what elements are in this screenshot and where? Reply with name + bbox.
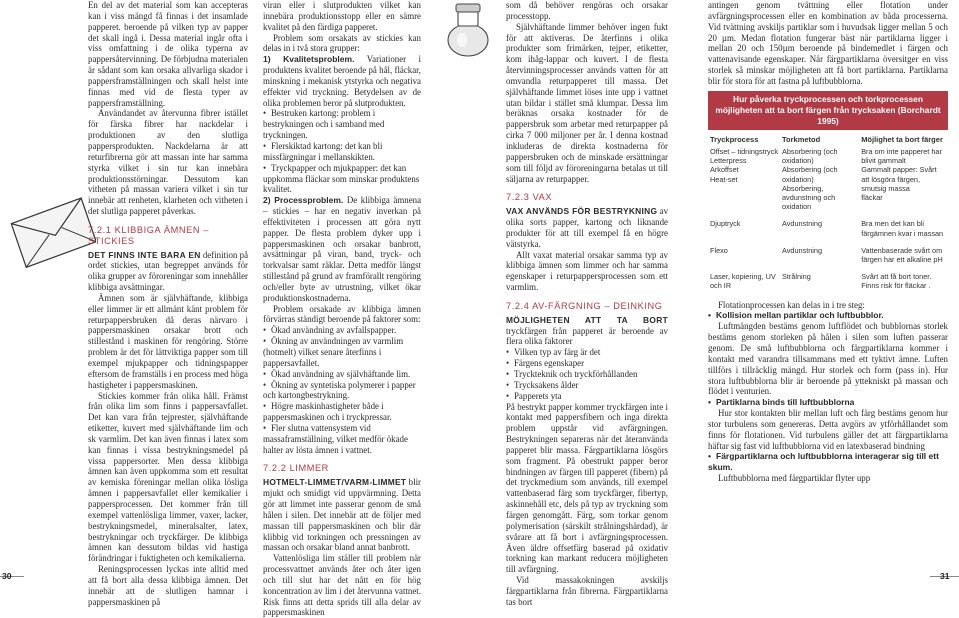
- lead-in: MÖJLIGHETEN ATT TA BORT: [506, 314, 668, 325]
- list-item: • Papperets yta: [506, 391, 668, 402]
- text-column-1: [88, 0, 248, 607]
- paragraph: Problem som orsakats av stickies kan delas in i två stora grupper:: [263, 32, 421, 54]
- list-item: • Ökning av syntetiska polymerer i papper och kartongbestrykning.: [263, 380, 421, 402]
- bullet-list: [506, 347, 668, 401]
- paragraph: av olika sorts papper, kartong och liknande produkter för att till exempel få en högre vätstyrka.: [506, 206, 669, 249]
- paragraph: Problem orsakade av klibbiga ämnen förvärras ständigt beroende på faktorer som:: [263, 303, 421, 325]
- envelope-illustration: [8, 186, 96, 274]
- paragraph: antingen genom tvättning eller flotation under avfärgningsprocessen eller en kombination av båda processerna. Vid tvättning avskiljs partiklar som i huvudsak ligger mellan 5 och 20 µm. Medan flotation fungerar bäst när partiklarna ligger i mellan 20 och 150µm beroende på bindemedlet i färgen och vattenavisande egenskaper. När färgpartiklarna översitger en viss storlek så minskar möjligheten att få bort partiklarna. Partiklarna blir för stora för att fastna på luftbubblorna.: [708, 0, 948, 86]
- list-item: • Kollision mellan partiklar och luftbubblor.: [708, 310, 948, 321]
- text-column-2: [263, 0, 421, 618]
- bullet-list: [263, 325, 421, 455]
- text-column-3: [506, 0, 668, 608]
- table-cell: Bra men det kan bli färgämnen kvar i massan: [861, 219, 944, 238]
- page-number-right: 31: [940, 571, 950, 581]
- section-heading: 7.2.2 LIMMER: [263, 463, 329, 474]
- paragraph: Vattenlösliga lim ställer till problem när processvattnet används åter och åter igen och till slut har det nått en för hög koncentration av lim i det återvunna vattnet. Risk finns att detta sprids till alla delar av pappersmaskinen: [263, 553, 421, 618]
- table-header: Torkmetod: [782, 134, 821, 144]
- list-item: • Bestruken kartong: problem i bestrykningen och i samband med tryckningen.: [263, 108, 421, 141]
- ink-bottle-illustration: [438, 0, 498, 60]
- bullet-list: [708, 310, 948, 321]
- paragraph: Luftmängden bestäms genom luftflödet och bubblornas storlek bestäms genom storleken på hålen i silen som luften passerar genom. De små luftbubblorna och färgpartiklarna kommer i kontakt med varandra tillsammans med ett tyktivt ämne. Luften tillförs i tillräcklig mängd. Hur storlek och form (pass in). Hur stora luftbubblorna blir är beroende på yttekniskt på massan och flödet i venturien.: [708, 321, 948, 397]
- paragraph: En del av det material som kan accepteras kan i viss mängd få finnas i det insamlade papperet. beroende på vilken typ av papper det skall ingå i. Dessa material ingår ofta i viss omfattning i de olika typerna av pappersåtervinning. De förbjudna materialen är sådant som kan orsaka allvarliga skador i pappersframställningen och skall helst inte finnas med vid de flesta typer av pappersframställning.: [88, 0, 248, 108]
- bullet-list: [263, 108, 421, 195]
- table-cell: Laser, kopiering, UV och IR: [710, 272, 776, 291]
- table-cell: Absorbering (och oxidation) Absorbering (och oxidation) Absorbering, avdunstning och oxidation: [782, 146, 838, 212]
- paragraph: Luftbubblorna med färgpartiklar flyter upp: [718, 473, 871, 484]
- group-title: 2) Processproblem.: [263, 195, 344, 206]
- print-process-table: [708, 133, 948, 298]
- list-item: • Tryckpapper och mjukpapper: det kan uppkomma fläckar som minskar produktens kvalitet.: [263, 163, 421, 196]
- list-item: • Ökad användning av självhäftande lim.: [263, 369, 421, 380]
- list-item: • Trycksakens ålder: [506, 380, 668, 391]
- bullet-list: [708, 451, 948, 473]
- table-title: Hur påverka tryckprocessen och torkprocessen möjligheten att ta bort färgen från trycksaken (Borchardt 1995): [708, 91, 948, 130]
- table-row: [708, 271, 948, 297]
- table-row: [708, 218, 948, 244]
- list-item: • Högre maskinhastigheter både i pappersmaskinen och i tryckpressar.: [263, 401, 421, 423]
- text-column-4: [708, 0, 948, 484]
- paragraph: som då behöver rengöras och orsakar processtopp.: [506, 0, 668, 21]
- table-cell: Strålning: [782, 272, 811, 282]
- table-cell: Bra om inte papperet har blivit gammalt Gammalt papper: Svårt att lösgöra färgen, smutsig massa fläckar: [861, 146, 942, 202]
- paragraph: Stickies kommer från olika håll. Främst från olika lim som finns i pappersavfallet. Det kan vara från tejprester, självhäftande etiketter, kuvert med självhäftande lim och sk varmlim. Det kan även finnas i latex som kan finnas i vissa bestrykningsmedel på vissa pappersorter. Men dessa klibbiga ämnen kan även uppkomma som ett resultat av kemiska föreningar mellan olika lösliga ämnen i pappersavfallet eller kemikalier i pappersprocessen. Det kommer från till exempel vattenlösliga limmer, vaxer, lacker, bestrykningsmedel, mineralsalter, latex, bestrykningar och tryckfärger. De klibbiga ämnen kan dessutom bildas vid hastiga förändringar i fuktigheten och kemikalierna.: [88, 390, 248, 564]
- table-cell: Vattenbaserade svårt om färgen har ett alkaline pH: [861, 245, 943, 264]
- lead-in: DET FINNS INTE BARA EN: [88, 249, 201, 260]
- paragraph: tryckfärgen från papperet är beroende av flera olika faktorer: [506, 325, 668, 347]
- section-heading: 7.2.3 VAX: [506, 192, 553, 203]
- list-item: • Ökad användning av avfallspapper.: [263, 325, 421, 336]
- section-heading: 7.2.4 AV-FÄRGNING – DEINKING: [506, 300, 663, 311]
- table-row: [708, 245, 948, 271]
- table-cell: Avdunstning: [782, 219, 823, 229]
- paragraph: Variationer i produktens kvalitet beroende på hål, fläckar, minskning i mekanisk ytstyrka och negativa effekter vid tryckning. Betydelsen av de olika problemen beror på slutprodukten.: [263, 54, 422, 108]
- paragraph: På bestrykt papper kommer tryckfärgen inte i kontakt med pappersfibern och inga direkta problem uppstår vid avfärgningen. Bestrykningen separeras när det återanvända papperet blir massa. Färgpartiklarna lösgörs som fragment. På obestrukt papper beror bindningen av färgen till papperet (fibern) på det tryckmedium som används, till exempel vattenbaserad färg som tryckfärger, fibertyp, askinnehåll etc, dels på typ av tryckning som färgen genomgått. Färg, som torkar genom polymerisation (särskilt strålningshärdad), är svårare att få bort i avfärgningsprocessen. Även äldre offsetfärg baserad på oxidativ torkning kan markant reducera möjligheten till avfärgning.: [506, 401, 668, 575]
- paragraph: Flotationprocessen kan delas in i tre steg:: [718, 299, 865, 310]
- list-item: • Partiklarna binds till luftbubblorna: [708, 397, 948, 408]
- paragraph: De klibbiga ämnena – stickies – har en negativ inverkan på effektiviteten i processen att göra nytt papper. De flesta problem dyker upp i pappersmaskinen och orsakar banbrott, avsättningar på viran, band, tryck- och torkvalsar samt räklar. Detta medför längst stillestånd på grund av framförallt rengöring och/eller byte av utrustning, vilket ökar produktionskostnaderna.: [263, 195, 422, 303]
- list-item: • Fler slutna vattensystem vid massaframställning, vilket medför ökade halter av lösta ämnen i vattnet.: [263, 423, 421, 456]
- list-item: • Tryckteknik och tryckförhållanden: [506, 369, 668, 380]
- paragraph: Ämnen som är självhäftande, klibbiga eller limmer är ett allmänt känt problem för returpappersbruken då deras närvaro i pappersmaskinen orsakar brott och stillestånd i maskinen för rengöring. Större problem är det för lättviktiga papper som till exempel mjukpapper och tidningspapper eftersom de framställs i en process med höga hastigheter i pappersmaskinen.: [88, 292, 248, 390]
- list-item: • Färgens egenskaper: [506, 358, 668, 369]
- table-header: Tryckprocess: [710, 134, 759, 144]
- paragraph: blir mjukt och smidigt vid uppvärmning. Detta gör att limmet inte passerar genom de små hålen i silen. Det innebär att de följer med massan till pappersmaskinen och blir där klibbig vid torkningen och pressningen av massan och orsakar bland annat banbrott.: [263, 477, 421, 553]
- table-cell: Svårt att få bort toner. Finns risk för fläckar .: [861, 272, 932, 291]
- list-item: • Flerskiktad kartong: det kan bli missfärgningar i mellanskikten.: [263, 141, 421, 163]
- table-cell: Flexo: [710, 245, 728, 255]
- lead-in: HOTMELT-LIMMET/VARM-LIMMET: [263, 477, 407, 488]
- page-number-left: 30: [2, 571, 12, 581]
- lead-in: VAX ANVÄNDS FÖR BESTRYKNING: [506, 206, 658, 217]
- table-cell: Djuptryck: [710, 219, 741, 229]
- list-item: • Vilken typ av färg är det: [506, 347, 668, 358]
- paragraph: Användandet av återvunna fibrer istället för färska fibrer har nackdelar i produktionen av den slutliga pappersprodukten. Nackdelarna är att returfibrerna gör att massan inte har samma styrka vilket i sin tur kan innebära produktionsstörningar. Dessutom kan vitheten på massan variera vilket i sin tur innebär att renheten, klarheten och vitheten i det slutliga papperet påverkas.: [88, 108, 248, 217]
- paragraph: viran eller i slutprodukten vilket kan innebära produktionsstopp eller en sämre kvalitet på den färdiga papperet.: [263, 0, 421, 32]
- paragraph: Vid massakokningen avskiljs färgpartiklarna från fibrerna. Färgpartiklarna tas bort: [506, 575, 668, 607]
- paragraph: Allt vaxat material orsakar samma typ av klibbiga ämnen som limmer och har samma egenskaper i returpappersprocessen som ett varmlim.: [506, 249, 668, 293]
- table-row: [708, 146, 948, 218]
- table-header: Möjlighet ta bort färger: [861, 134, 943, 144]
- paragraph: definition på ordet stickies, utan begreppet används för olika grupper av föroreningar som innehåller klibbiga avsättningar.: [88, 249, 249, 293]
- list-item: • Ökning av användningen av varmlim (hotmelt) vilket senare återfinns i pappersavfallet.: [263, 336, 421, 369]
- group-title: 1) Kvalitetsproblem.: [263, 54, 355, 65]
- table-cell: Avdunstning: [782, 245, 823, 255]
- section-heading: 7.2.1 KLIBBIGA ÄMNEN – STICKIES: [88, 224, 209, 246]
- bullet-list: [708, 397, 948, 408]
- paragraph: Självhäftande limmer behöver ingen fukt för att aktiveras. De återfinns i olika produkter som frimärken, tejper, etiketter, kom ihåg-lappar och kuvert. I de flesta återvinningsprocesser används vatten för att omvandla returpapperet till massa. Det självhäftande limmet löses inte upp i vattnet utan bildar i stället små klumpar. Dessa lim beräknas orsaka kostnader för de pappersbruk som arbetar med returpapper på cirka 7 000 miljoner per år. I denna kostnad inkluderas de direkta kostnaderna för pappersbruken och de minskade ersättningar som till följd av föroreningarna betalas ut till säljarna av returpapper.: [506, 21, 668, 184]
- paragraph: Reningsprocessen lyckas inte alltid med att få bort alla dessa klibbiga ämnen. Det innebär att de slutligen hamnar i pappersmaskinen på: [88, 564, 248, 607]
- paragraph: Hur stor kontakten blir mellan luft och färg bestäms genom hur stor turbulens som genereras. Detta avgörs av ytförhållandet som finns för flotationen. Vid turbulens gäller det att färgpartiklarna häftar sig fast vid luftbubblorna vid en latexbaserad bindning: [708, 408, 948, 451]
- table-cell: Offset – tidningstryck Letterpress Arkoffset Heat-set: [710, 146, 778, 184]
- list-item: • Färgpartiklarna och luftbubblorna interagerar sig till ett skum.: [708, 451, 948, 473]
